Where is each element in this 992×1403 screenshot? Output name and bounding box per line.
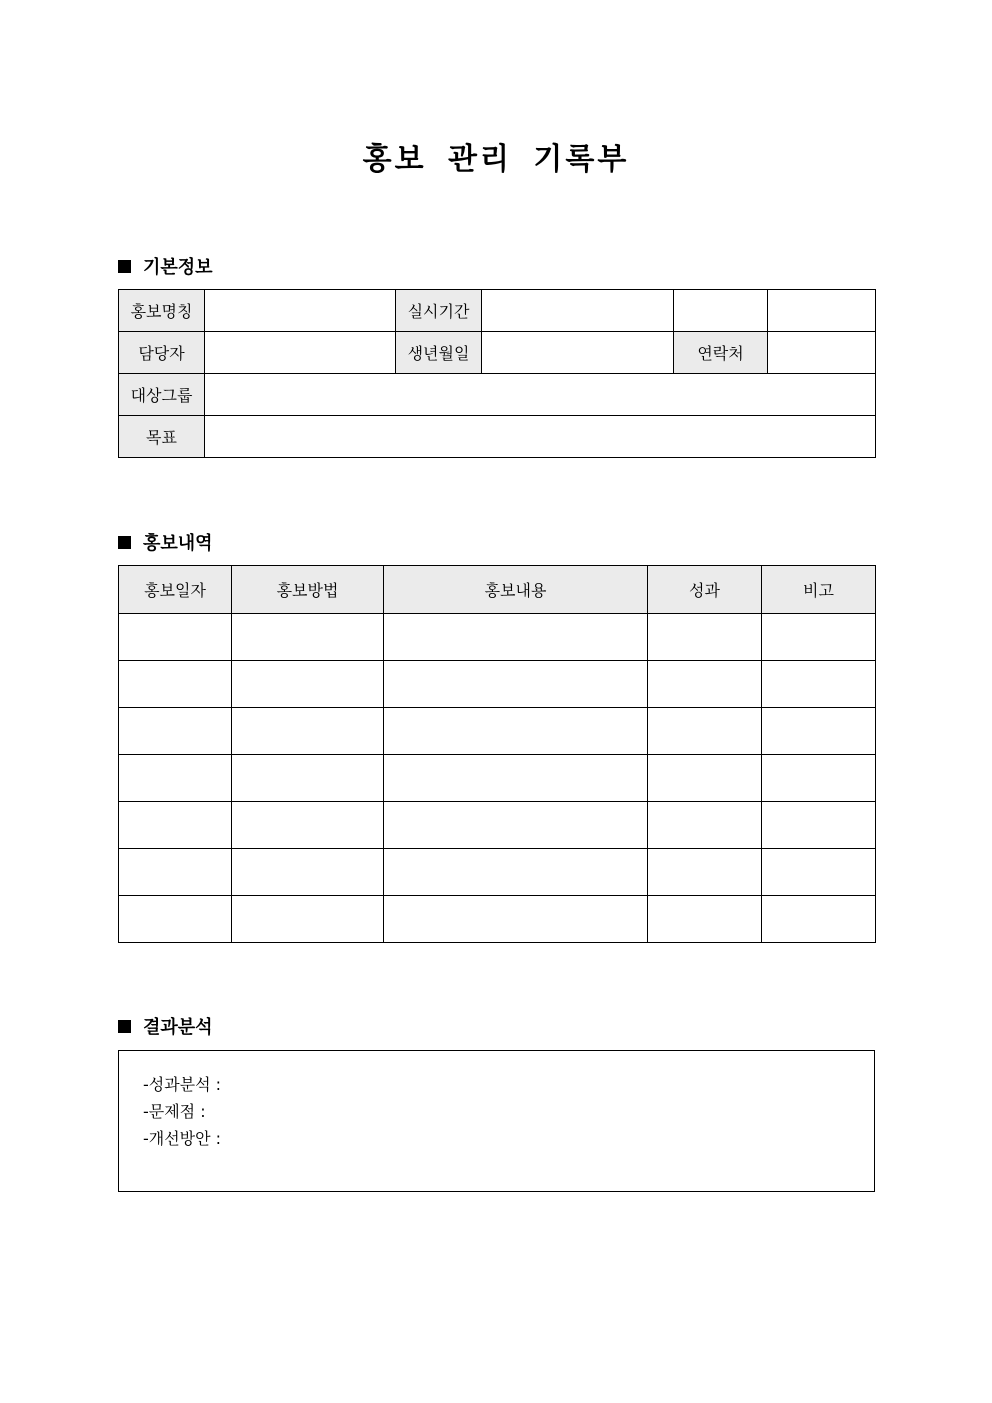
label-target-group: 대상그룹	[119, 374, 205, 416]
table-cell[interactable]	[648, 802, 762, 849]
birth-date-field[interactable]	[482, 332, 674, 374]
table-cell[interactable]	[119, 661, 232, 708]
promo-name-field[interactable]	[205, 290, 396, 332]
page-title: 홍보 관리 기록부	[362, 142, 630, 177]
contact-field[interactable]	[768, 332, 876, 374]
table-cell[interactable]	[762, 896, 876, 943]
column-header-note: 비고	[762, 566, 876, 614]
table-cell[interactable]	[119, 755, 232, 802]
table-cell[interactable]	[384, 708, 648, 755]
table-cell[interactable]	[232, 614, 384, 661]
table-cell[interactable]	[232, 849, 384, 896]
table-cell[interactable]	[119, 708, 232, 755]
label-birth-date: 생년월일	[396, 332, 482, 374]
column-header-method: 홍보방법	[232, 566, 384, 614]
table-cell[interactable]	[232, 896, 384, 943]
table-cell[interactable]	[119, 849, 232, 896]
table-cell[interactable]	[119, 614, 232, 661]
table-row	[119, 708, 876, 755]
table-cell[interactable]	[762, 755, 876, 802]
section-heading-result	[118, 1013, 213, 1039]
table-cell[interactable]	[232, 802, 384, 849]
table-cell[interactable]	[384, 802, 648, 849]
table-row	[119, 896, 876, 943]
table-cell[interactable]	[762, 708, 876, 755]
table-cell[interactable]	[232, 661, 384, 708]
table-cell[interactable]	[648, 849, 762, 896]
section-heading-label: 홍보내역	[143, 533, 213, 554]
column-header-content: 홍보내용	[384, 566, 648, 614]
promo-history-table	[118, 565, 876, 943]
table-cell[interactable]	[232, 708, 384, 755]
section-heading-label: 기본정보	[143, 257, 213, 278]
table-cell[interactable]	[762, 802, 876, 849]
improvement-plan-line: -개선방안 :	[143, 1129, 222, 1148]
performance-analysis-line: -성과분석 :	[143, 1075, 222, 1094]
blank-cell[interactable]	[768, 290, 876, 332]
table-cell[interactable]	[648, 896, 762, 943]
label-contact: 연락처	[674, 332, 768, 374]
table-cell[interactable]	[384, 849, 648, 896]
table-row	[119, 661, 876, 708]
table-row	[119, 614, 876, 661]
label-period: 실시기간	[396, 290, 482, 332]
table-row	[119, 849, 876, 896]
column-header-date: 홍보일자	[119, 566, 232, 614]
table-row	[119, 802, 876, 849]
table-cell[interactable]	[762, 849, 876, 896]
table-cell[interactable]	[762, 614, 876, 661]
section-heading-basic	[118, 253, 213, 279]
table-cell[interactable]	[648, 708, 762, 755]
manager-field[interactable]	[205, 332, 396, 374]
section-heading-label: 결과분석	[143, 1017, 213, 1038]
blank-cell[interactable]	[674, 290, 768, 332]
table-cell[interactable]	[762, 661, 876, 708]
label-promo-name: 홍보명칭	[119, 290, 205, 332]
table-cell[interactable]	[648, 661, 762, 708]
table-cell[interactable]	[384, 661, 648, 708]
table-cell[interactable]	[232, 755, 384, 802]
square-bullet-icon	[118, 536, 131, 549]
basic-info-table	[118, 289, 876, 458]
table-row	[119, 755, 876, 802]
section-heading-history	[118, 529, 213, 555]
square-bullet-icon	[118, 260, 131, 273]
target-group-field[interactable]	[205, 374, 876, 416]
period-field[interactable]	[482, 290, 674, 332]
column-header-result: 성과	[648, 566, 762, 614]
result-analysis-box[interactable]	[118, 1050, 875, 1192]
problems-line: -문제점 :	[143, 1102, 206, 1121]
table-cell[interactable]	[384, 614, 648, 661]
label-goal: 목표	[119, 416, 205, 458]
table-cell[interactable]	[384, 755, 648, 802]
table-cell[interactable]	[119, 802, 232, 849]
label-manager: 담당자	[119, 332, 205, 374]
table-cell[interactable]	[648, 614, 762, 661]
table-cell[interactable]	[119, 896, 232, 943]
goal-field[interactable]	[205, 416, 876, 458]
table-cell[interactable]	[648, 755, 762, 802]
table-cell[interactable]	[384, 896, 648, 943]
square-bullet-icon	[118, 1020, 131, 1033]
